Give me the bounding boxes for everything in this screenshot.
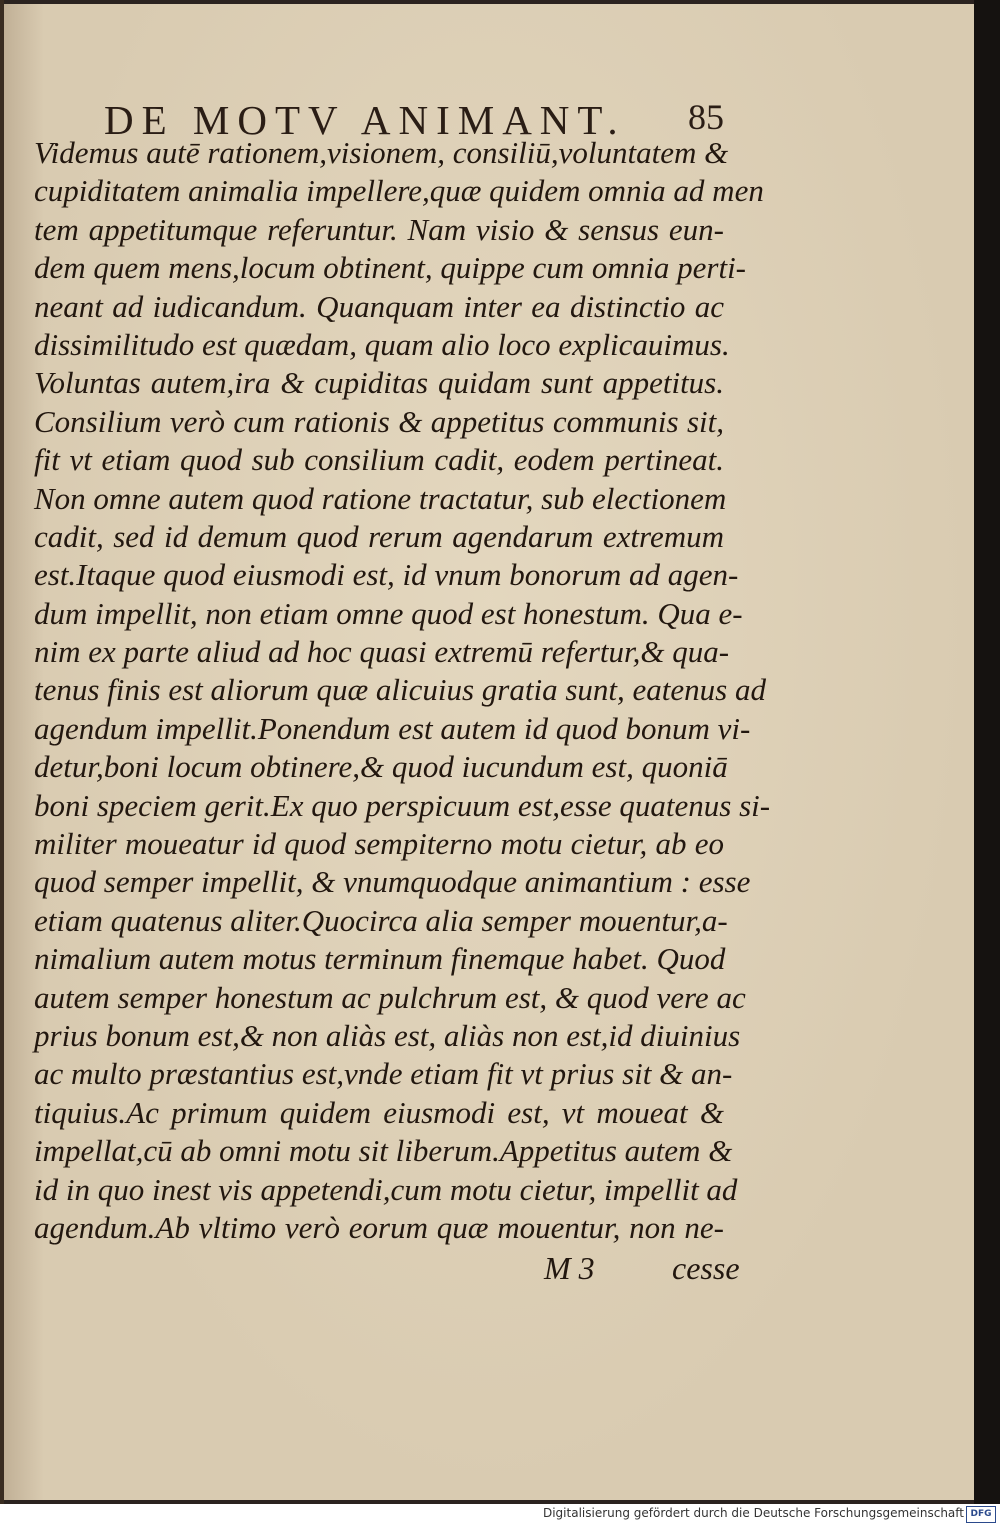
text-line: militer moueatur id quod sempiterno motu cietur, ab eo — [34, 826, 724, 862]
text-line: dum impellit, non etiam omne quod est honestum. Qua e- — [34, 595, 743, 631]
text-line: cadit, sed id demum quod rerum agendarum extremum — [34, 518, 724, 554]
text-line: cupiditatem animalia impellere,quæ quidem omnia ad men — [34, 173, 764, 209]
text-line: est.Itaque quod eiusmodi est, id vnum bonorum ad agen- — [34, 557, 739, 593]
text-line: tem appetitumque referuntur. Nam visio & sensus eun- — [34, 211, 724, 247]
text-line: agendum impellit.Ponendum est autem id quod bonum vi- — [34, 710, 751, 746]
text-line: Voluntas autem,ira & cupiditas quidam sunt appetitus. — [34, 365, 724, 401]
text-line: fit vt etiam quod sub consilium cadit, eodem pertineat. — [34, 442, 724, 478]
text-line: autem semper honestum ac pulchrum est, & quod vere ac — [34, 979, 746, 1015]
text-line: impellat,cū ab omni motu sit liberum.Appetitus autem & — [34, 1133, 733, 1169]
text-line: dissimilitudo est quædam, quam alio loco explicauimus. — [34, 326, 730, 362]
text-line: prius bonum est,& non aliàs est, aliàs non est,id diuinius — [34, 1017, 741, 1053]
text-line: boni speciem gerit.Ex quo perspicuum est,esse quatenus si- — [34, 787, 771, 823]
page-number: 85 — [688, 97, 724, 137]
body-text — [34, 134, 771, 1247]
text-line: dem quem mens,locum obtinent, quippe cum omnia perti- — [34, 250, 747, 286]
text-line: nim ex parte aliud ad hoc quasi extremū refertur,& qua- — [34, 634, 730, 670]
text-line: quod semper impellit, & vnumquodque animantium : esse — [34, 864, 751, 900]
text-line: tenus finis est aliorum quæ alicuius gratia sunt, eatenus ad — [34, 672, 766, 708]
text-line: id in quo inest vis appetendi,cum motu cietur, impellit ad — [34, 1171, 738, 1207]
text-line: detur,boni locum obtinere,& quod iucundum est, quoniā — [34, 749, 728, 785]
text-line: etiam quatenus aliter.Quocirca alia semper mouentur,a- — [34, 902, 728, 938]
dfg-logo-icon: DFG — [966, 1506, 996, 1523]
footer-bar — [0, 1504, 1000, 1524]
text-line: Non omne autem quod ratione tractatur, sub electionem — [34, 480, 727, 516]
book-page — [4, 4, 974, 1500]
running-title: DE MOTV ANIMANT. — [104, 97, 626, 143]
text-line: neant ad iudicandum. Quanquam inter ea distinctio ac — [34, 288, 724, 324]
funding-credit: Digitalisierung gefördert durch die Deutsche Forschungsgemeinschaft — [542, 1506, 964, 1520]
text-line: tiquius.Ac primum quidem eiusmodi est, vt moueat & — [34, 1094, 724, 1130]
text-line: Videmus autē rationem,visionem, consiliū,voluntatem & — [34, 135, 729, 170]
scan-border — [974, 0, 1000, 1504]
catchword: cesse — [672, 1250, 740, 1286]
text-line: Consilium verò cum rationis & appetitus communis sit, — [34, 403, 724, 439]
text-line: agendum.Ab vltimo verò eorum quæ mouentur, non ne- — [34, 1209, 724, 1245]
signature-mark: M 3 — [544, 1250, 595, 1286]
text-line: nimalium autem motus terminum finemque habet. Quod — [34, 941, 726, 977]
text-line: ac multo præstantius est,vnde etiam fit vt prius sit & an- — [34, 1056, 733, 1092]
